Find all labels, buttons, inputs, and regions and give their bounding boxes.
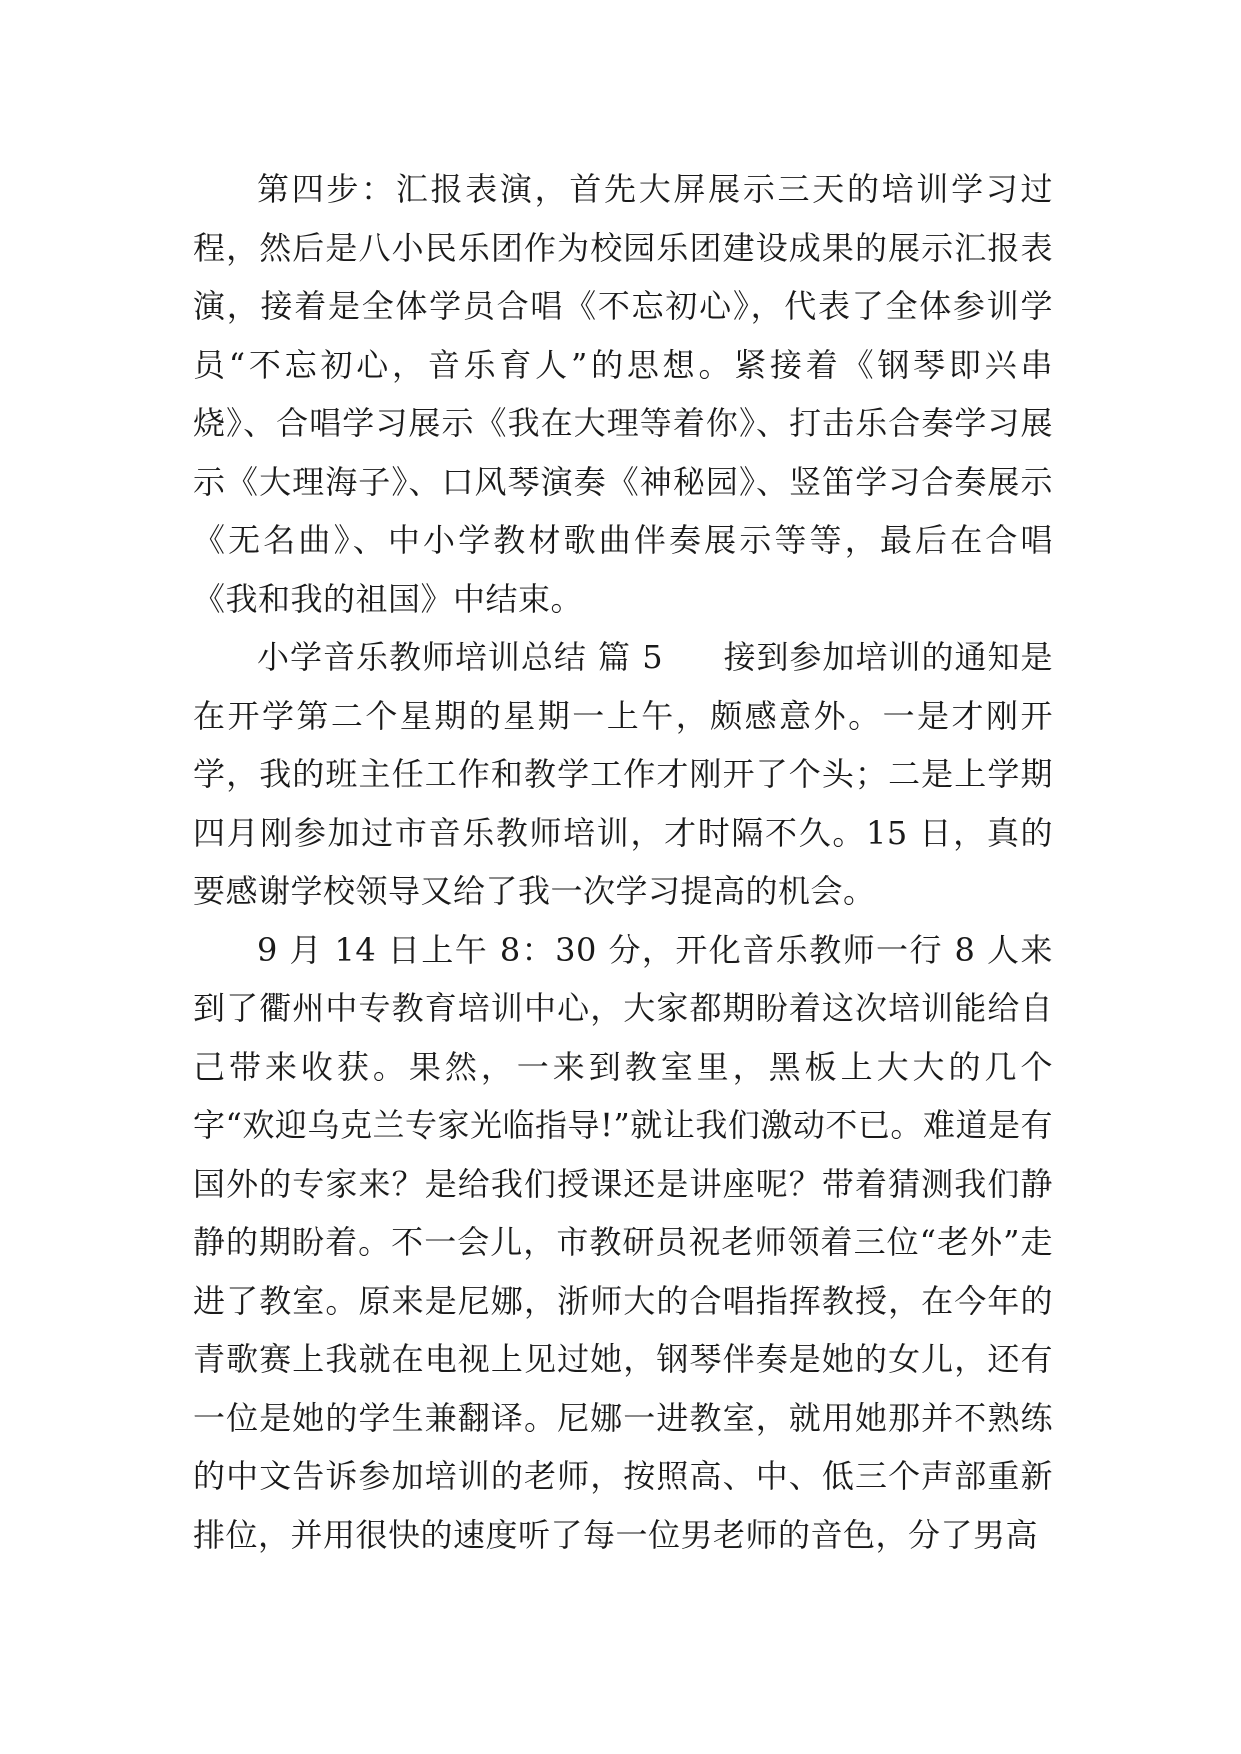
paragraph-text: 9 月 14 日上午 8：30 分，开化音乐教师一行 8 人来到了衢州中专教育培训中心，大家都期盼着这次培训能给自己带来收获。果然，一来到教室里，黑板上大大的几个字“欢迎乌克兰专家光临指导!”就让我们激动不已。难道是有国外的专家来？是给我们授课还是讲座呢？带着猜测我们静静的期盼着。不一会儿，市教研员祝老师领着三位“老外”走进了教室。原来是尼娜，浙师大的合唱指挥教授，在今年的青歌赛上我就在电视上见过她，钢琴伴奏是她的女儿，还有一位是她的学生兼翻译。尼娜一进教室，就用她那并不熟练的中文告诉参加培训的老师，按照高、中、低三个声部重新排位，并用很快的速度听了每一位男老师的音色，分了男高 [193, 930, 1053, 1554]
paragraph-text: 第四步：汇报表演，首先大屏展示三天的培训学习过程，然后是八小民乐团作为校园乐团建设成果的展示汇报表演，接着是全体学员合唱《不忘初心》，代表了全体参训学员“不忘初心，音乐育人”的思想。紧接着《钢琴即兴串烧》、合唱学习展示《我在大理等着你》、打击乐合奏学习展示《大理海子》、口风琴演奏《神秘园》、竖笛学习合奏展示《无名曲》、中小学教材歌曲伴奏展示等等，最后在合唱《我和我的祖国》中结束。 [193, 170, 1053, 618]
paragraph-training-day [193, 921, 1053, 1565]
paragraph-text: 接到参加培训的通知是在开学第二个星期的星期一上午，颇感意外。一是才刚开学，我的班主任工作和教学工作才刚开了个头；二是上学期四月刚参加过市音乐教师培训，才时隔不久。15 日，真的要感谢学校领导又给了我一次学习提高的机会。 [193, 638, 1053, 910]
section-heading: 小学音乐教师培训总结 篇 5 [257, 638, 664, 676]
paragraph-section-5 [193, 628, 1053, 921]
document-body [193, 160, 1053, 1564]
paragraph-step-four [193, 160, 1053, 628]
